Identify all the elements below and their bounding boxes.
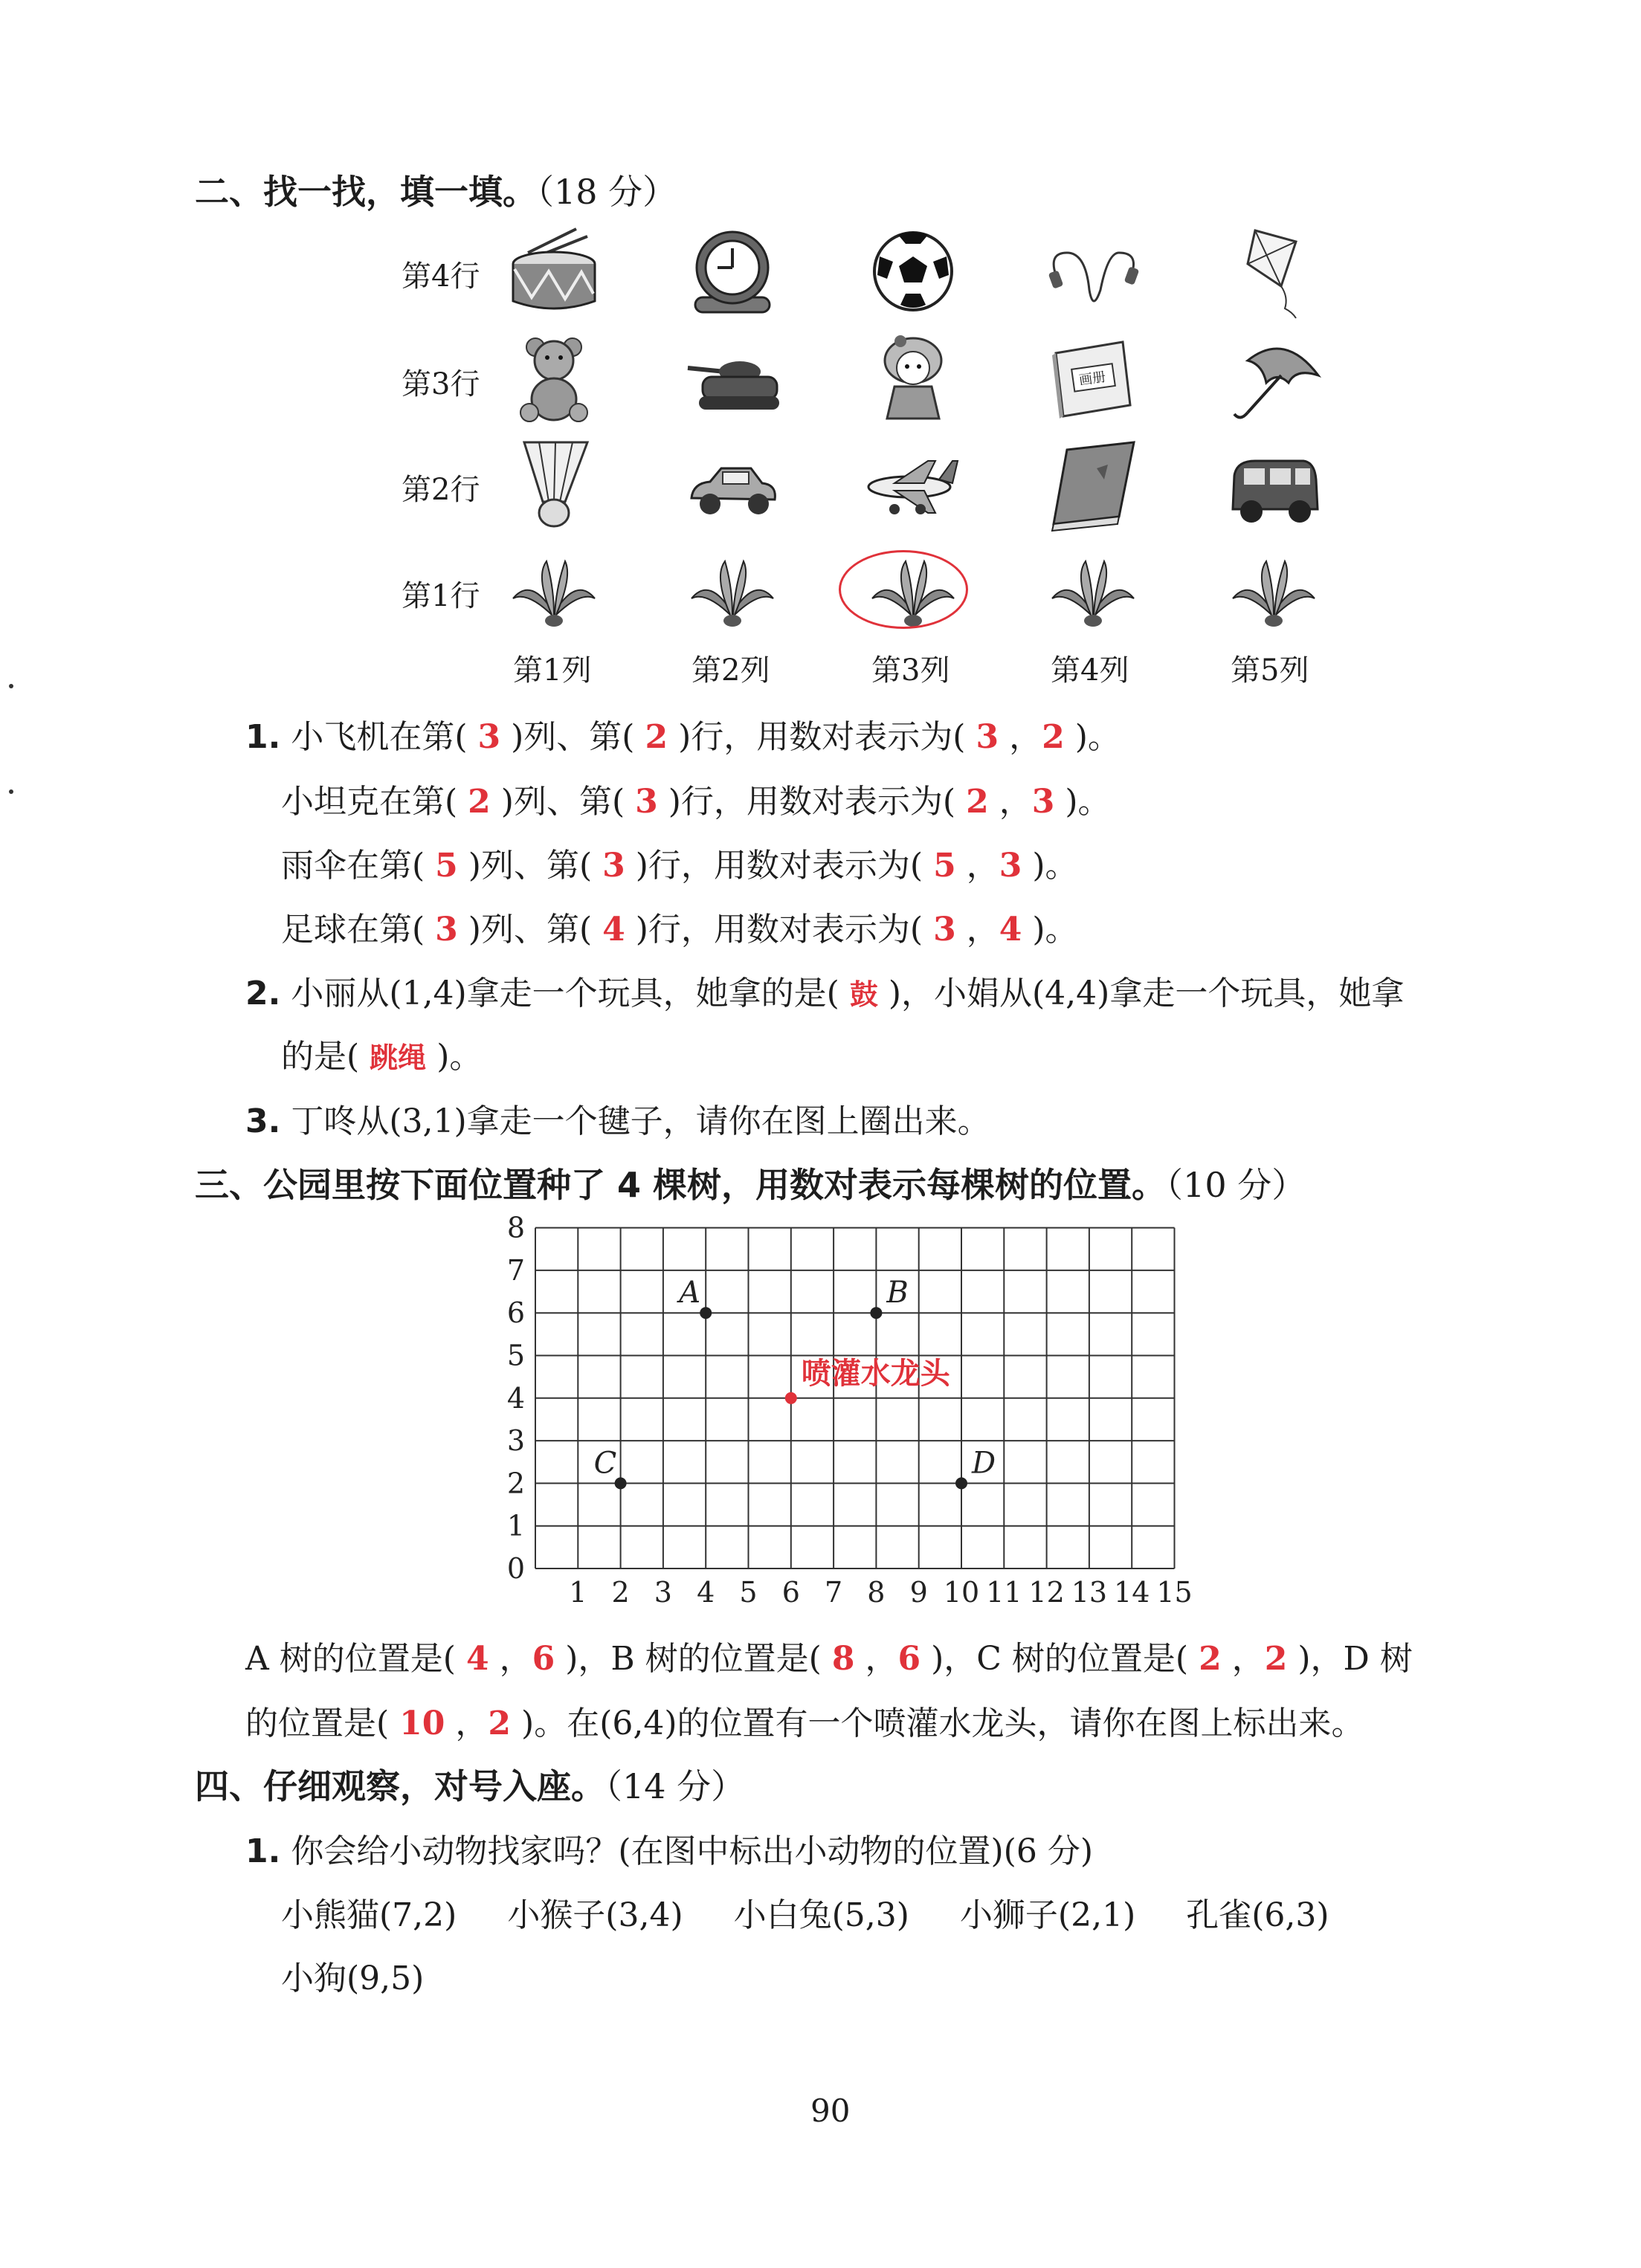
x-tick-label: 5 <box>739 1576 758 1609</box>
toy-tank-icon <box>684 331 781 427</box>
q2-line2: 的是( 跳绳 )。 <box>281 1038 483 1076</box>
jianzi-icon <box>1045 546 1141 643</box>
page-number: 90 <box>810 2093 851 2129</box>
row-label-1: 第1行 <box>402 579 480 613</box>
umbrella-icon <box>1225 331 1322 427</box>
section3-answer-line1: A 树的位置是( 4 ，6 )，B 树的位置是( 8 ，6 )，C 树的位置是( 2 ，2 )，D 树 <box>245 1640 1413 1678</box>
section4-q1: 1. 你会给小动物找家吗？(在图中标出小动物的位置)(6 分) <box>245 1832 1093 1870</box>
jianzi-icon <box>506 546 602 643</box>
animal-dog: 小狗(9,5) <box>281 1960 425 1997</box>
y-tick-label: 6 <box>506 1296 525 1330</box>
row-label-3: 第3行 <box>402 367 480 401</box>
x-tick-label: 13 <box>1071 1576 1108 1609</box>
col-label-4: 第4列 <box>1051 653 1129 688</box>
x-tick-label: 14 <box>1114 1576 1150 1609</box>
x-tick-label: 2 <box>611 1576 630 1609</box>
section4-title: 四、仔细观察，对号入座。（14 分） <box>195 1766 746 1806</box>
q1-line-tank: 小坦克在第( 2 )列、第( 3 )行，用数对表示为( 2 ，3 )。 <box>281 783 1111 821</box>
y-tick-label: 7 <box>506 1253 525 1287</box>
doll-icon <box>865 331 961 427</box>
tree-label-a: A <box>679 1276 701 1311</box>
row-label-4: 第4行 <box>402 259 480 294</box>
q1-line-airplane: 1. 小飞机在第( 3 )列、第( 2 )行，用数对表示为( 3 ，2 )。 <box>245 718 1121 756</box>
toy-car-icon <box>684 439 781 535</box>
shuttlecock-icon <box>506 439 602 535</box>
col-label-5: 第5列 <box>1231 653 1309 688</box>
x-tick-label: 6 <box>781 1576 800 1609</box>
y-tick-label: 4 <box>506 1381 525 1415</box>
drum-icon <box>506 223 602 320</box>
tree-label-d: D <box>972 1446 996 1481</box>
book-icon <box>1045 439 1141 535</box>
teddy-bear-icon <box>506 331 602 427</box>
jianzi-icon <box>684 546 781 643</box>
x-tick-label: 15 <box>1156 1576 1193 1609</box>
y-tick-label: 3 <box>506 1424 525 1458</box>
y-tick-label: 8 <box>506 1211 525 1244</box>
answer-circle-jianzi-3-1 <box>839 550 968 629</box>
animal-lion: 小狮子(2,1) <box>959 1896 1136 1934</box>
svg-text:画册: 画册 <box>1077 369 1107 389</box>
section2-title: 二、找一找，填一填。（18 分） <box>195 172 677 212</box>
animal-red-panda: 小熊猫(7,2) <box>281 1896 457 1934</box>
margin-dot <box>9 684 13 688</box>
animals-line1 <box>281 1888 1329 1936</box>
row-label-2: 第2行 <box>402 473 480 507</box>
x-tick-label: 1 <box>569 1576 587 1609</box>
x-tick-label: 10 <box>943 1576 980 1609</box>
x-tick-label: 7 <box>825 1576 843 1609</box>
y-tick-label: 5 <box>506 1339 525 1372</box>
q2-line1: 2. 小丽从(1,4)拿走一个玩具，她拿的是( 鼓 )，小娟从(4,4)拿走一个玩具，她拿 <box>245 975 1405 1012</box>
col-label-2: 第2列 <box>691 653 770 688</box>
col-label-1: 第1列 <box>513 653 592 688</box>
soccer-ball-icon <box>865 223 961 320</box>
col-label-3: 第3列 <box>871 653 950 688</box>
x-tick-label: 8 <box>867 1576 886 1609</box>
animal-monkey: 小猴子(3,4) <box>507 1896 683 1934</box>
tree-label-b: B <box>886 1276 909 1311</box>
jianzi-icon <box>1225 546 1322 643</box>
animal-peacock: 孔雀(6,3) <box>1186 1896 1329 1934</box>
picture-book-icon <box>1045 331 1141 427</box>
tree-point-b <box>870 1307 882 1319</box>
x-tick-label: 4 <box>697 1576 715 1609</box>
toy-van-icon <box>1225 439 1322 535</box>
faucet-point <box>785 1392 797 1404</box>
animals-line2 <box>281 1951 424 1999</box>
y-tick-label: 2 <box>506 1467 525 1500</box>
section3-answer-line2: 的位置是( 10 ，2 )。在(6,4)的位置有一个喷灌水龙头，请你在图上标出来。 <box>245 1705 1364 1742</box>
tree-point-a <box>700 1307 712 1319</box>
margin-dot <box>9 789 13 794</box>
q1-line-soccer: 足球在第( 3 )列、第( 4 )行，用数对表示为( 3 ，4 )。 <box>281 911 1078 949</box>
q1-line-umbrella: 雨伞在第( 5 )列、第( 3 )行，用数对表示为( 5 ，3 )。 <box>281 847 1078 885</box>
kite-icon <box>1225 223 1322 320</box>
tree-grid-chart <box>476 1208 1234 1624</box>
jump-rope-icon <box>1045 223 1141 320</box>
toy-airplane-icon <box>865 439 961 535</box>
x-tick-label: 9 <box>909 1576 928 1609</box>
clock-icon <box>684 223 781 320</box>
y-tick-label: 0 <box>506 1552 525 1585</box>
tree-label-c: C <box>593 1446 617 1481</box>
faucet-label: 喷灌水龙头 <box>801 1356 950 1391</box>
x-tick-label: 11 <box>986 1576 1022 1609</box>
x-tick-label: 3 <box>654 1576 672 1609</box>
animal-rabbit: 小白兔(5,3) <box>733 1896 909 1934</box>
tree-point-d <box>955 1477 967 1489</box>
y-tick-label: 1 <box>506 1509 525 1542</box>
x-tick-label: 12 <box>1028 1576 1065 1609</box>
section3-title: 三、公园里按下面位置种了 4 棵树，用数对表示每棵树的位置。（10 分） <box>195 1165 1306 1205</box>
q3-line: 3. 丁咚从(3,1)拿走一个毽子，请你在图上圈出来。 <box>245 1102 990 1140</box>
